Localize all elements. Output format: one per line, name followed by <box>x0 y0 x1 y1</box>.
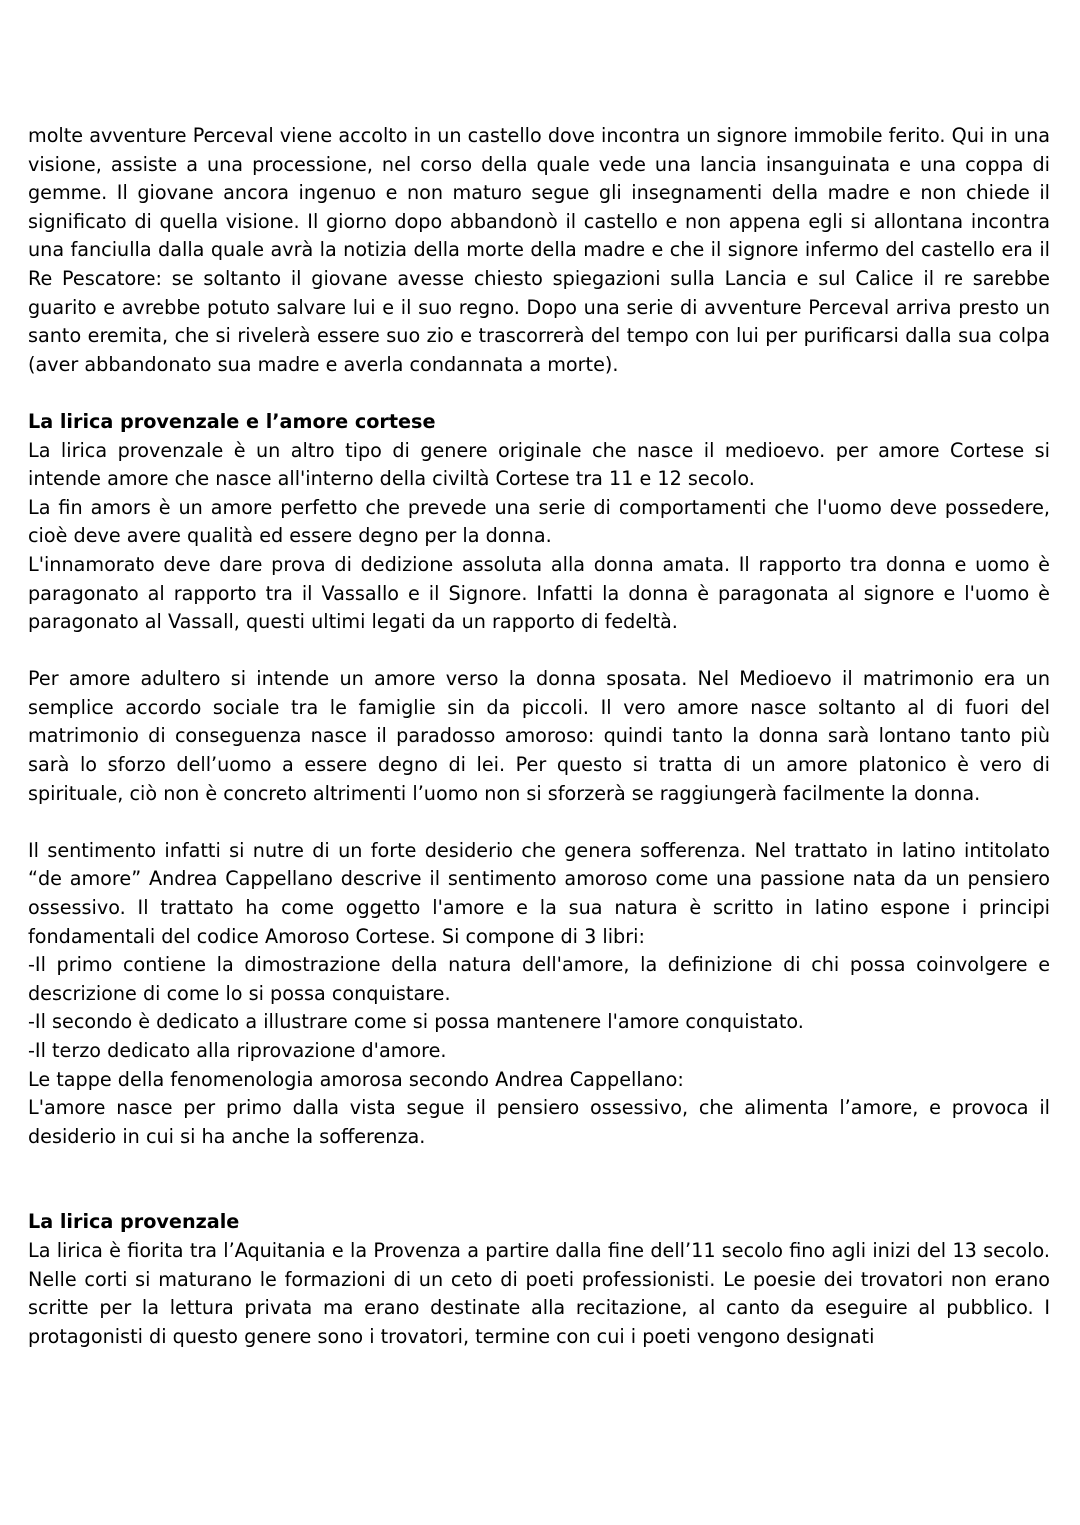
section-spacer <box>28 1151 1050 1208</box>
paragraph-libro-primo: -Il primo contiene la dimostrazione della natura dell'amore, la definizione di chi possa coinvolgere e descrizione di come lo si possa conquistare. <box>28 953 1050 1005</box>
paragraph-libro-terzo: -Il terzo dedicato alla riprovazione d'amore. <box>28 1039 447 1062</box>
heading-lirica-provenzale-amore-cortese: La lirica provenzale e l’amore cortese <box>28 409 436 433</box>
document-text-body <box>28 122 1050 1351</box>
paragraph-fin-amors: La fin amors è un amore perfetto che prevede una serie di comportamenti che l'uomo deve possedere, cioè deve avere qualità ed essere degno per la donna. <box>28 495 1050 548</box>
paragraph-sentimento-de-amore: Il sentimento infatti si nutre di un forte desiderio che genera sofferenza. Nel trattato in latino intitolato “de amore” Andrea Cappellano descrive il sentimento amoroso come una passione nata da un pensiero ossessivo. Il trattato ha come oggetto l'amore e la sua natura è scritto in latino espone i principi fondamentali del codice Amoroso Cortese. Si compone di 3 libri: <box>28 838 1050 948</box>
heading-lirica-provenzale: La lirica provenzale <box>28 1210 240 1234</box>
paragraph-perceval-castello: molte avventure Perceval viene accolto in un castello dove incontra un signore immobile ferito. Qui in una visione, assiste a una processione, nel corso della quale vede una lancia insanguinata e una coppa di gemme. Il giovane ancora ingenuo e non maturo segue gli insegnamenti della madre e non chiede il significato di quella visione. Il giorno dopo abbandonò il castello e non appena egli si allontana incontra una fanciulla dalla quale avrà la notizia della morte della madre e che il signore infermo del castello era il Re Pescatore: se soltanto il giovane avesse chiesto spiegazioni sulla Lancia e sul Calice il re sarebbe guarito e avrebbe potuto salvare lui e il suo regno. Dopo una serie di avventure Perceval arriva presto un santo eremita, che si rivelerà essere suo zio e trascorrerà del tempo con lui per purificarsi dalla sua colpa (aver abbandonato sua madre e averla condannata a morte). <box>28 124 1050 376</box>
paragraph-spacer <box>28 379 1050 408</box>
paragraph-lirica-aquitania-provenza: La lirica è fiorita tra l’Aquitania e la Provenza a partire dalla fine dell’11 secolo fino agli inizi del 13 secolo. Nelle corti si maturano le formazioni di un ceto di poeti professionisti. Le poesie dei trovatori non erano scritte per la lettura privata ma erano destinate alla recitazione, al canto da eseguire al pubblico. I protagonisti di questo genere sono i trovatori, termine con cui i poeti vengono designati <box>28 1238 1050 1348</box>
paragraph-lirica-provenzale-definizione: La lirica provenzale è un altro tipo di genere originale che nasce il medioevo. per amore Cortese si intende amore che nasce all'interno della civiltà Cortese tra 11 e 12 secolo. <box>28 438 1050 491</box>
paragraph-tappe-fenomenologia: Le tappe della fenomenologia amorosa secondo Andrea Cappellano: <box>28 1067 684 1091</box>
paragraph-amore-nasce-vista: L'amore nasce per primo dalla vista segue il pensiero ossessivo, che alimenta l’amore, e provoca il desiderio in cui si ha anche la sofferenza. <box>28 1096 1050 1148</box>
paragraph-spacer <box>28 637 1050 666</box>
paragraph-spacer <box>28 808 1050 837</box>
paragraph-innamorato-vassallo: L'innamorato deve dare prova di dedizione assoluta alla donna amata. Il rapporto tra donna e uomo è paragonato al rapporto tra il Vassallo e il Signore. Infatti la donna è paragonata al signore e l'uomo è paragonato al Vassall, questi ultimi legati da un rapporto di fedeltà. <box>28 552 1050 634</box>
paragraph-amore-adultero: Per amore adultero si intende un amore verso la donna sposata. Nel Medioevo il matrimonio era un semplice accordo sociale tra le famiglie sin da piccoli. Il vero amore nasce soltanto al di fuori del matrimonio di conseguenza nasce il paradosso amoroso: quindi tanto la donna sarà lontano tanto più sarà lo sforzo dell’uomo a essere degno di lei. Per questo si tratta di un amore platonico è vero di spirituale, ciò non è concreto altrimenti l’uomo non si sforzerà se raggiungerà facilmente la donna. <box>28 667 1050 805</box>
paragraph-libro-secondo: -Il secondo è dedicato a illustrare come si possa mantenere l'amore conquistato. <box>28 1010 804 1034</box>
